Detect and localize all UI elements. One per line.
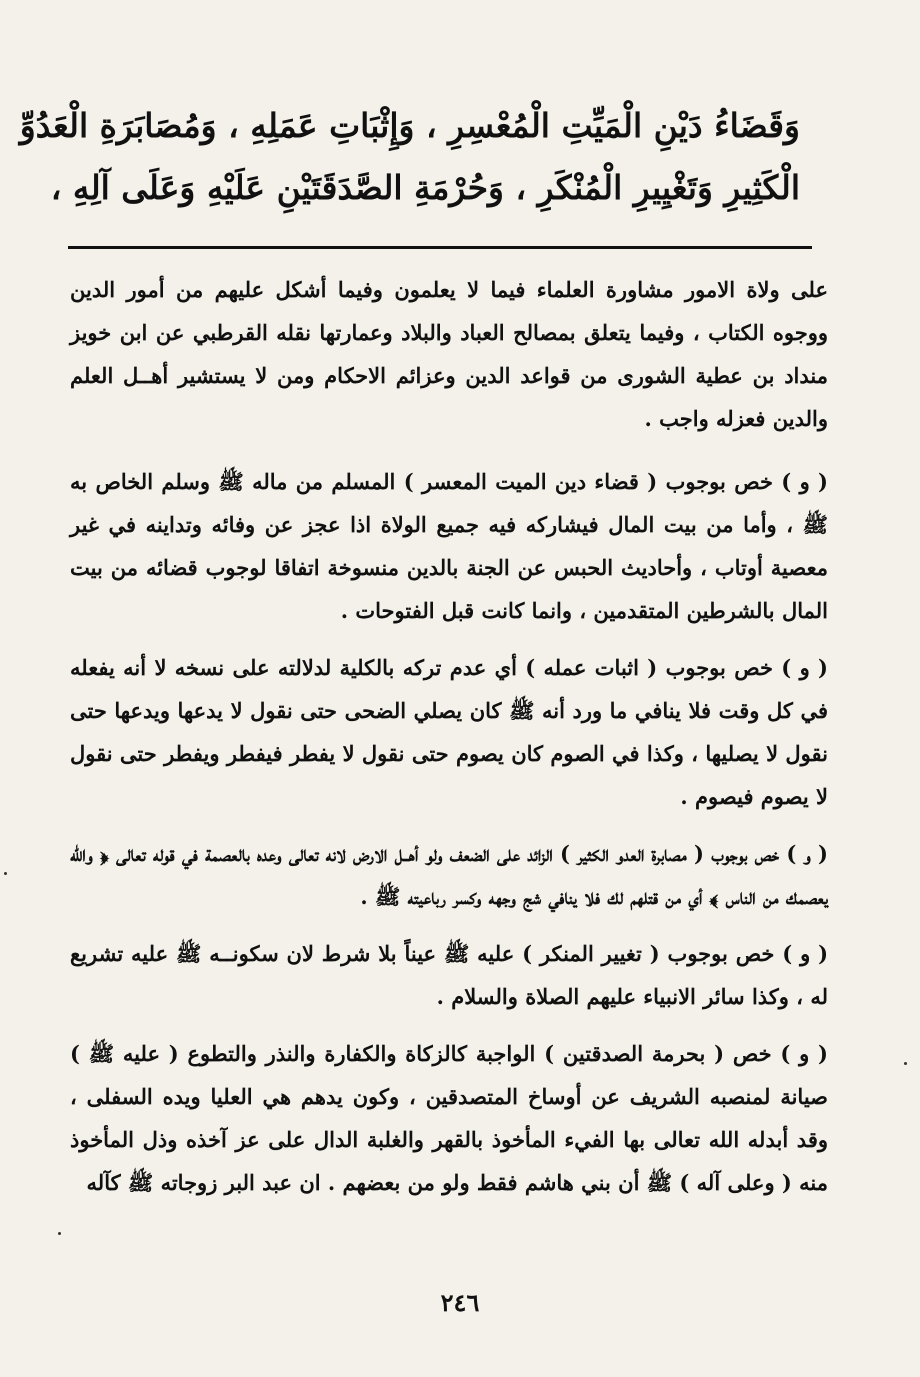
scan-speck (4, 872, 7, 875)
commentary (70, 268, 828, 1218)
paragraph: على ولاة الامور مشاورة العلماء فيما لا يعلمون وفيما أشكل عليهم من أمور الدين ووجوه الكتاب ، وفيما يتعلق بمصالح العباد والبلاد وعمارتها نقله القرطبي عن ابن خويز منداد بن عطية الشورى من قواعد الدين وعزائم الاحكام ومن لا يستشير أهــل العلم والدين فعزله واجب . (70, 277, 828, 431)
matn-line-1: وَقَضَاءُ دَيْنِ الْمَيِّتِ الْمُعْسِرِ ، وَإِثْبَاتِ عَمَلِهِ ، وَمُصَابَرَةِ الْعَدُوِّ (19, 106, 800, 145)
paragraph: ( و ) خص بوجوب ( اثبات عمله ) أي عدم تركه بالكلية لدلالته على نسخه لا أنه يفعله في كل وقت فلا ينافي ما ورد أنه ﷺ كان يصلي الضحى حتى نقول لا يدعها ويدعها حتى نقول لا يصليها ، وكذا في الصوم كان يصوم حتى نقول لا يفطر فيفطر ويفطر حتى نقول لا يصوم فيصوم . (70, 655, 828, 809)
scan-speck (904, 1062, 907, 1065)
paragraph: ( و ) خص ( بحرمة الصدقتين ) الواجبة كالزكاة والكفارة والنذر والتطوع ( عليه ﷺ ) صيانة لمنصبه الشريف عن أوساخ المتصدقين ، وكون يدهم هي العليا ويده السفلى ، وقد أبدله الله تعالى بها الفيء المأخوذ بالقهر والغلبة الدال على عز آخذه وذل المأخوذ منه ( وعلى آله ) ﷺ أن بني هاشم فقط ولو من بعضهم . ان عبد البر زوجاته ﷺ كآله (70, 1041, 828, 1195)
matn-header (19, 95, 800, 219)
page-number: ٢٤٦ (440, 1288, 480, 1317)
paragraph: ( و ) خص بوجوب ( قضاء دين الميت المعسر ) المسلم من ماله ﷺ وسلم الخاص به ﷺ ، وأما من بيت المال فيشاركه فيه جميع الولاة اذا عجز عن وفائه وتداينه في غير معصية أوتاب ، وأحاديث الحبس عن الجنة بالدين منسوخة اتفاقا لوجوب قضائه من بيت المال بالشرطين المتقدمين ، وانما كانت قبل الفتوحات . (70, 469, 828, 623)
paragraph: ( و ) خص بوجوب ( مصابرة العدو الكثير ) الزائد على الضعف ولو أهــل الارض لانه تعالى وعده بالعصمة في قوله تعالى ﴿ والله يعصمك من الناس ﴾ أي من قتلهم لك فلا ينافي شج وجهه وكسر رباعيته ﷺ . (70, 841, 828, 909)
scan-speck (58, 1232, 61, 1235)
separator-rule (68, 246, 812, 249)
matn-line-2: الْكَثِيرِ وَتَغْيِيرِ الْمُنْكَرِ ، وَحُرْمَةِ الصَّدَقَتَيْنِ عَلَيْهِ وَعَلَى آلِهِ ، (50, 168, 800, 207)
paragraph: ( و ) خص بوجوب ( تغيير المنكر ) عليه ﷺ عيناً بلا شرط لان سكونــه ﷺ عليه تشريع له ، وكذا سائر الانبياء عليهم الصلاة والسلام . (70, 941, 828, 1009)
